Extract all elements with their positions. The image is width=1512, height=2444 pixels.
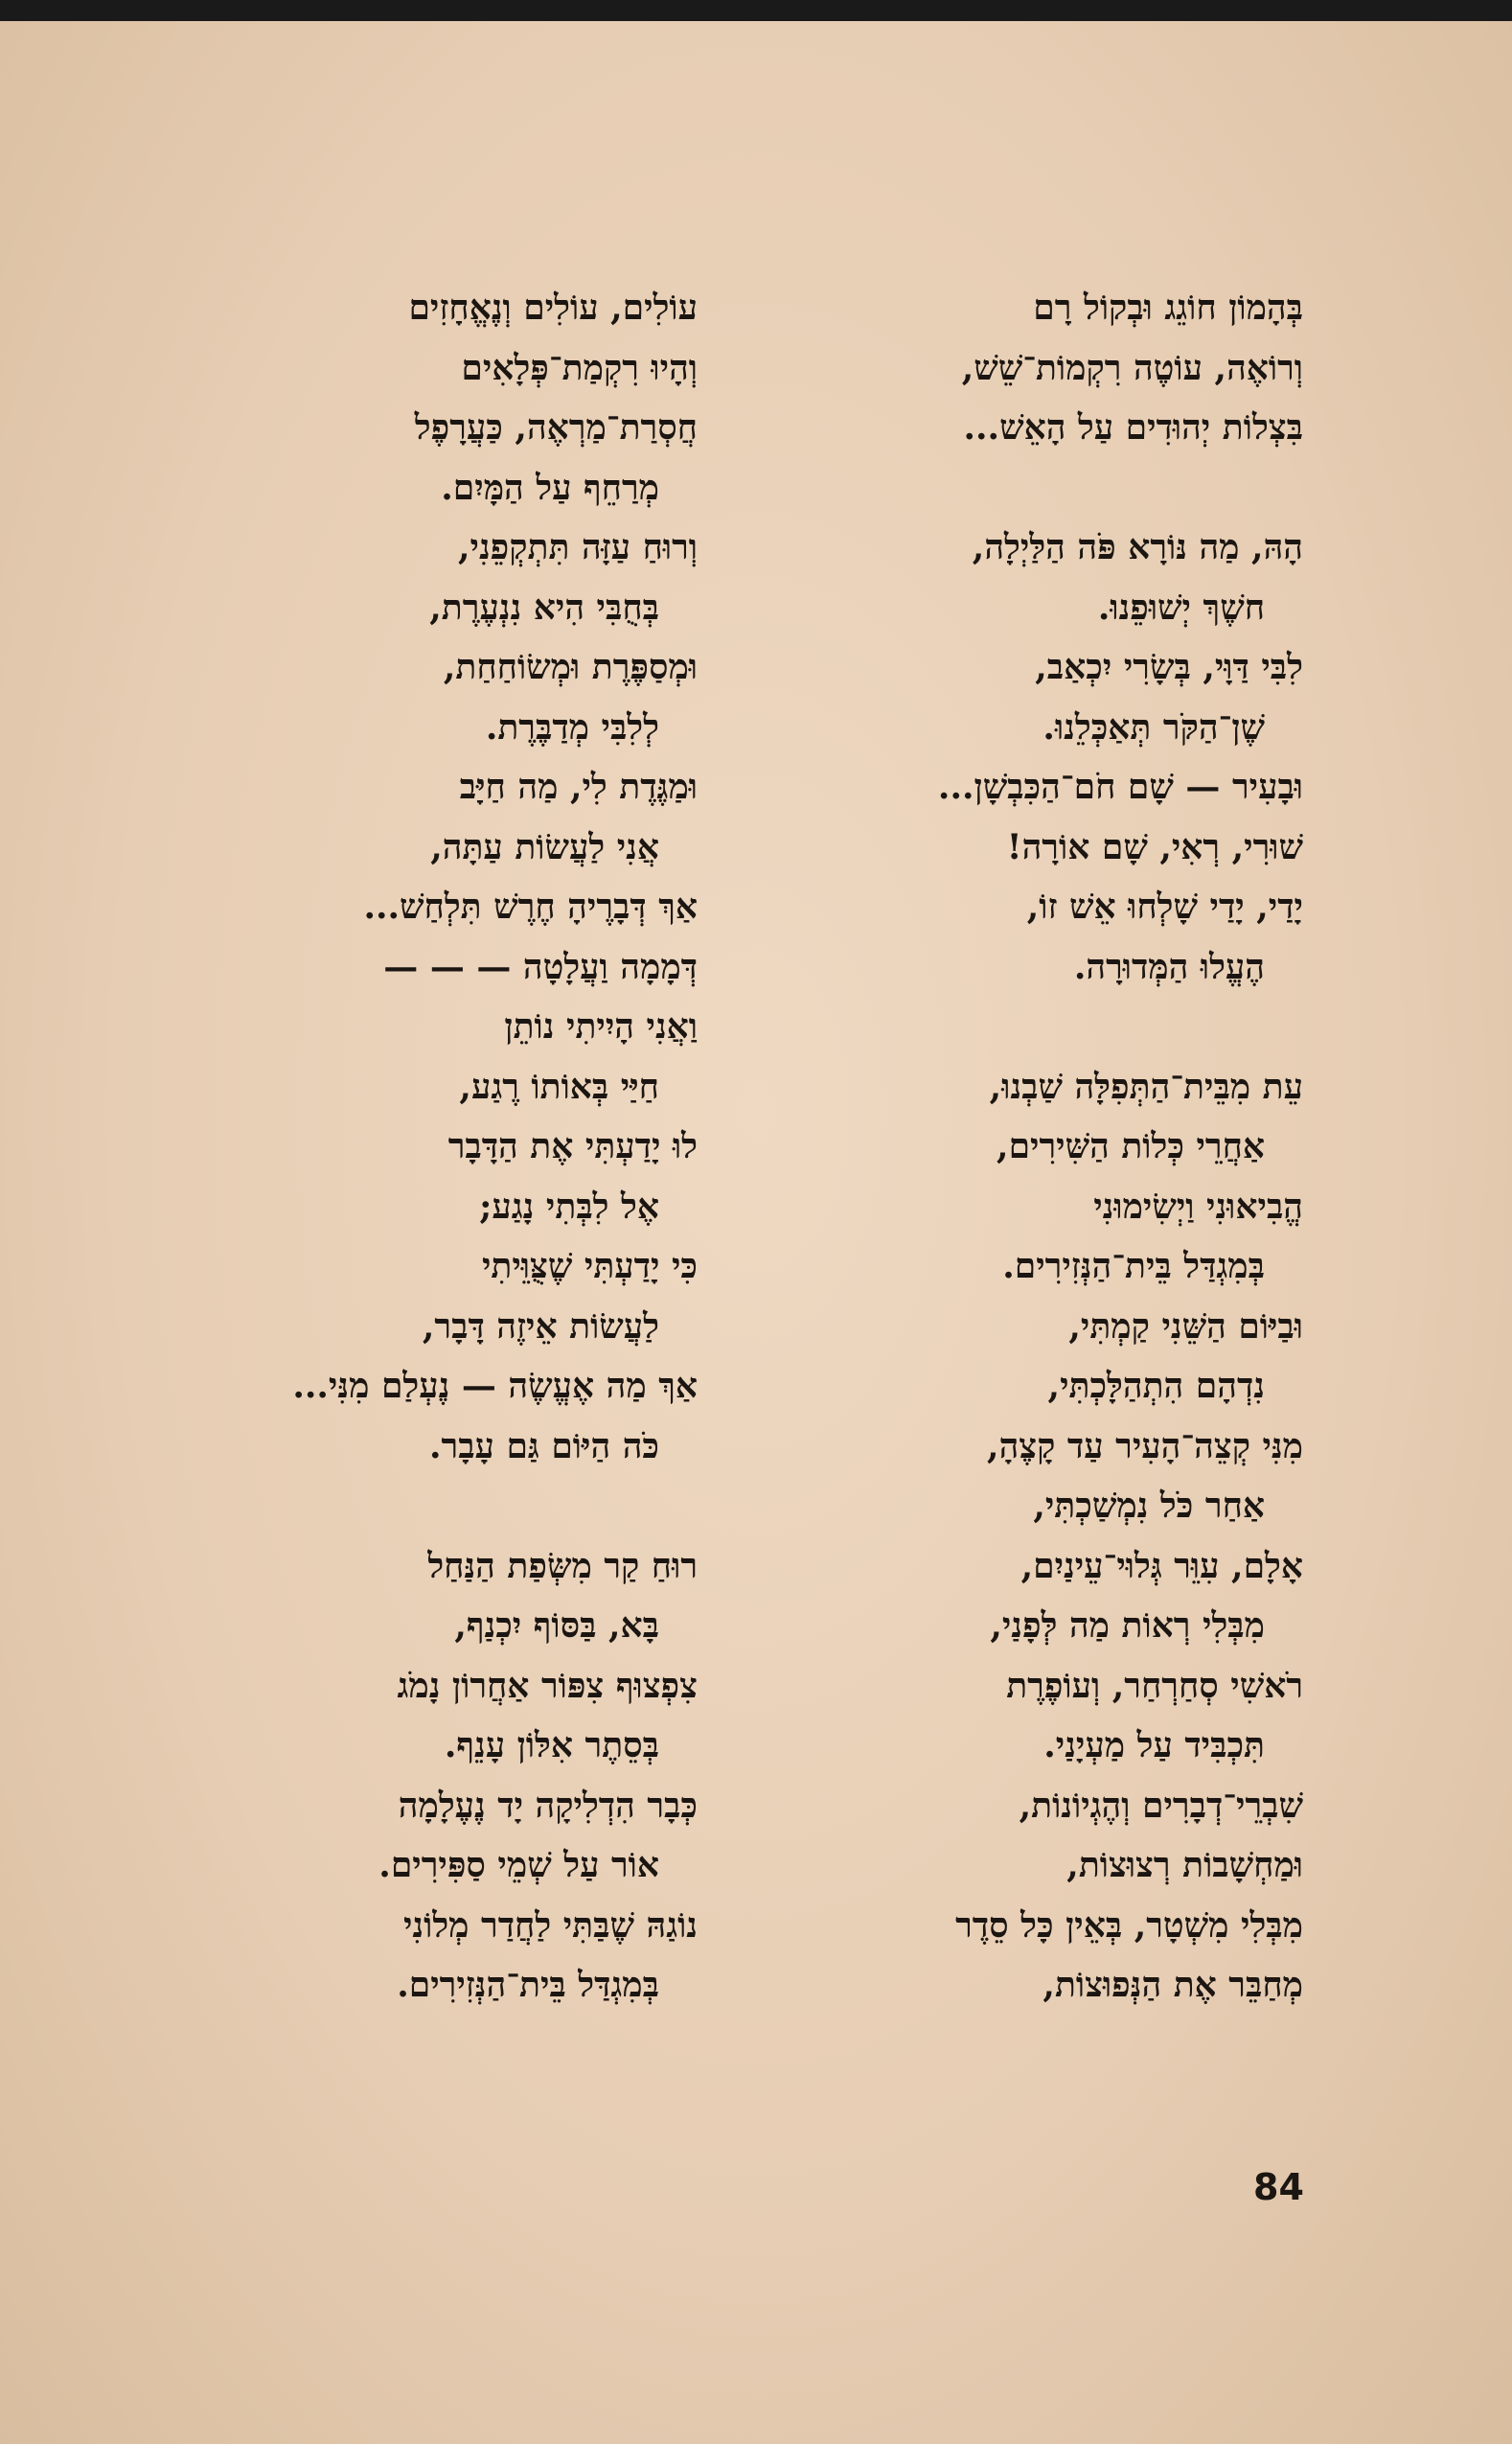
poem-line: וַאֲנִי הָיִיתִי נוֹתֵן [504,1006,698,1047]
poem-line: רוּחַ קַר מִשְּׂפַת הַנַּחַל [427,1545,698,1586]
poem-line: אַחֲרֵי כְּלוֹת הַשִּׁירִים, [997,1126,1265,1166]
poem-line: רֹאשִׁי סְחַרְחַר, וְעוֹפֶרֶת [1006,1665,1303,1706]
poem-line: דְּמָמָה וַעֲלָטָה — — — [383,946,698,987]
poem-line: וּבָעִיר — שָׁם חֹם־הַכִּבְשָׁן... [937,767,1303,807]
poem-line: בִּצְלוֹת יְהוּדִים עַל הָאֵשׁ... [963,407,1303,448]
poem-line: מִבְּלִי מִשְׁטָר, בְּאֵין כָּל סֵדֶר [955,1904,1303,1946]
poem-line: חשֶׁךְ יְשׁוּפֵנוּ. [1097,587,1265,628]
poem-line: אַךְ דְּבָרֶיהָ חֶרֶשׁ תִּלְחַשׁ... [363,887,698,927]
poem-line: לִבִּי דַּוָּי, בְּשָׂרִי יִכְאַב, [1035,647,1303,687]
poem-line: וּבַיּוֹם הַשֵּׁנִי קַמְתִּי, [1068,1305,1303,1347]
poem-line: שֶׁן־הַקֹּר תְּאַכְּלֵנוּ. [1042,706,1265,748]
poem-line: אוֹר עַל שְׁמֵי סַפִּירִים. [378,1845,659,1885]
poem-line: כְּבָר הִדְלִיקָה יָד נֶעֶלָמָה [398,1785,698,1826]
poem-line: צִפְצוּף צִפּוֹר אַחֲרוֹן נָמֹג [397,1665,698,1706]
poem-line: הֱבִיאוּנִי וַיְשִׂימוּנִי [1093,1186,1303,1227]
poem-line: הָהּ, מַה נּוֹרָא פֹּה הַלַּיְלָה, [972,527,1303,567]
poem-line: כֹּה הַיּוֹם גַּם עָבָר. [428,1425,659,1466]
stanza-break [767,997,1303,1057]
poem-column-left [161,278,698,2016]
stanza-break [767,458,1303,519]
poem-line: בְּהָמוֹן חוֹגֵג וּבְקוֹל רָם [1033,288,1303,328]
poem-line: וְרוּחַ עַזָּה תִּתְקְפֵנִי, [457,527,698,567]
poem-line: לוּ יָדַעְתִּי אֶת הַדָּבָר [447,1126,698,1166]
poem-line: אַךְ מַה אֶעֱשֶׂה — נֶעְלַם מִנִּי... [292,1366,698,1406]
poem-line: מְחַבֵּר אֶת הַנְּפוּצוֹת, [1042,1965,1303,2005]
poem-line: מִנִּי קְצֵה־הָעִיר עַד קָצֶהָ, [987,1425,1303,1466]
poem-line: לְלִבִּי מְדַבֶּרֶת. [485,706,659,748]
poem-line: נוֹגַהּ שֶׁבַּתִּי לַחֲדַר מְלוֹנִי [402,1904,698,1946]
poem-line: כִּי יָדַעְתִּי שֶׁצֻּוֵּיתִי [481,1246,698,1286]
poem-line: שִׁבְרֵי־דְבָרִים וְהֶגְיוֹנוֹת, [1019,1785,1303,1826]
poem-line: בָּא, בַּסּוֹף יִכְנַף, [454,1605,659,1646]
poem-line: בְּמִגְדַּל בֵּית־הַנְּזִירִים. [1002,1246,1265,1286]
poem-line: אֶל לִבְּתִי נָגַע; [479,1186,659,1227]
poem-line: עֵת מִבֵּית־הַתְּפִלָּה שַׁבְנוּ, [989,1066,1303,1107]
poem-line: בְּסֵתֶר אִלּוֹן עָנֵף. [444,1725,659,1765]
poem-column-right [767,278,1303,2016]
poem-line: חֲסְרַת־מַרְאֶה, כַּעֲרָפֶל [414,407,698,448]
poem-line: וְהָיוּ רִקְמַת־פְּלָאִים [461,347,698,388]
poem-line: מִבְּלִי רְאוֹת מַה לְּפָנַי, [990,1605,1265,1646]
poem-line: אַחַר כֹּל נִמְשַׁכְתִּי, [1033,1486,1265,1526]
poem-line: מְרַחֵף עַל הַמָּיִם. [441,467,659,508]
poem-line: וְרוֹאֶה, עוֹטֶה רִקְמוֹת־שֵׁשׁ, [961,347,1303,388]
poem-line: הֶעֱלוּ הַמְּדוּרָה. [1073,946,1265,987]
poem-line: בְּמִגְדַּל בֵּית־הַנְּזִירִים. [397,1965,659,2005]
poem-line: בְּחֻבִּי הִיא נִנְעֶרֶת, [429,587,659,628]
poem-line: וּמַגֶּדֶת לִי, מַה חַיָּב [459,767,698,807]
stanza-break [161,1476,698,1536]
poem-line: יָדַי, יָדַי שָׁלְחוּ אֵשׁ זוֹ, [1026,887,1303,927]
poem-line: לַעֲשׂוֹת אֵיזֶה דָּבָר, [422,1305,659,1347]
poem-line: וּמַחְשָׁבוֹת רְצוּצוֹת, [1066,1845,1303,1885]
poem-line: וּמְסַפֶּרֶת וּמְשׂוֹחַחַת, [443,647,698,687]
poem-line: נִדְהָם הִתְהַלָּכְתִּי, [1047,1366,1265,1406]
poem-line: שׁוּרִי, רְאִי, שָׁם אוֹרָה! [1006,826,1303,867]
book-page [0,21,1512,2444]
poem-line: אֲנִי לַעֲשׂוֹת עַתָּה, [430,826,659,867]
poem-line: חַיַּי בְּאוֹתוֹ רֶגַע, [459,1066,659,1107]
page-number: 84 [1253,2166,1304,2208]
poem-line: אָלָם, עִוֵּר גְּלוּי־עֵינַיִם, [1020,1545,1303,1586]
poem-line: תִּכְבִּיד עַל מַעְיָנַי. [1043,1725,1265,1765]
poem-line: עוֹלִים, עוֹלִים וְנֶאֱחָזִים [408,288,698,328]
